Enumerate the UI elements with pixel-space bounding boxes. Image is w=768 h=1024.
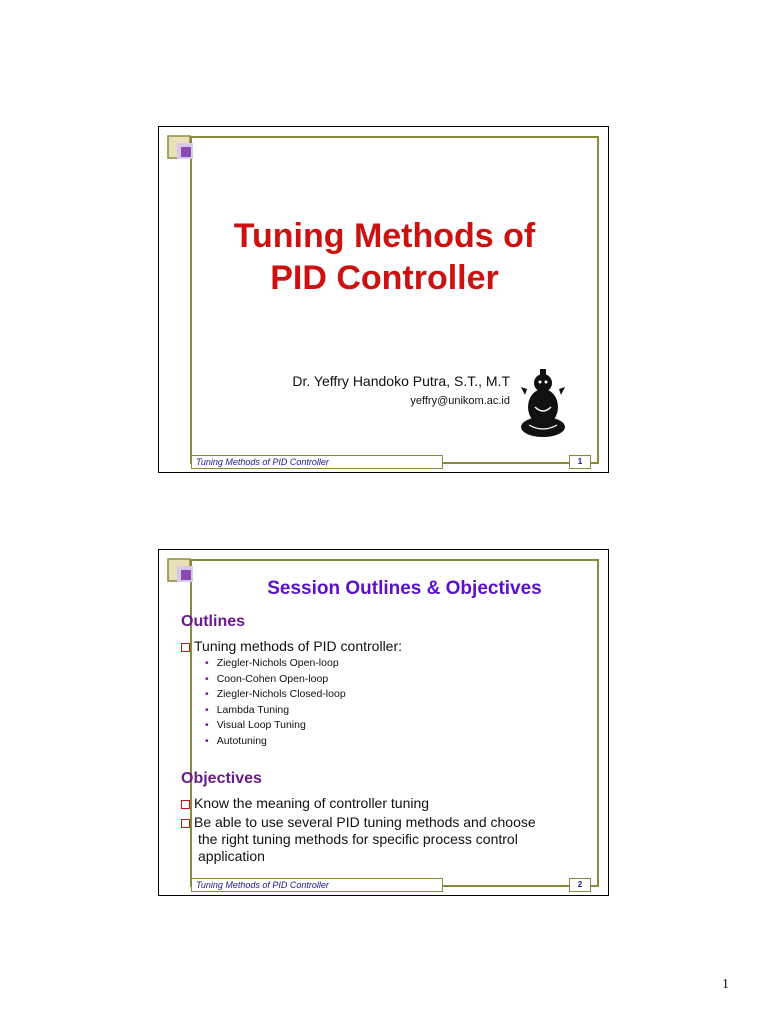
frame-line xyxy=(597,559,599,886)
page-number: 1 xyxy=(722,977,729,992)
slide-1 xyxy=(158,126,609,473)
outline-item-text: Tuning methods of PID controller: xyxy=(194,638,403,654)
outlines-heading: Outlines xyxy=(181,613,246,630)
frame-line xyxy=(597,136,599,463)
method-text: Lambda Tuning xyxy=(216,704,290,716)
list-item xyxy=(205,673,328,685)
slide-2 xyxy=(158,549,609,896)
list-item xyxy=(205,688,346,700)
objective-text: Know the meaning of controller tuning xyxy=(194,795,430,811)
checkbox-bullet-icon xyxy=(181,819,190,828)
title-line-2: PID Controller xyxy=(270,259,499,297)
title-line-1: Tuning Methods of xyxy=(233,217,536,255)
frame-line xyxy=(190,559,599,561)
footer-title: Tuning Methods of PID Controller xyxy=(191,878,443,892)
frame-line xyxy=(190,136,599,138)
author-name: Dr. Yeffry Handoko Putra, S.T., M.T xyxy=(292,373,510,389)
method-text: Ziegler-Nichols Closed-loop xyxy=(216,688,346,700)
bullet-icon: • xyxy=(205,735,209,747)
objective-item xyxy=(181,814,536,865)
method-text: Visual Loop Tuning xyxy=(216,719,306,731)
list-item xyxy=(205,735,267,747)
bullet-icon: • xyxy=(205,657,209,669)
objective-text: the right tuning methods for specific process control xyxy=(198,831,518,847)
checkbox-bullet-icon xyxy=(181,643,190,652)
list-item xyxy=(205,657,339,669)
objective-text: application xyxy=(198,848,265,864)
slide-title xyxy=(159,215,610,299)
bullet-icon: • xyxy=(205,719,209,731)
author-email: yeffry@unikom.ac.id xyxy=(410,395,510,407)
outline-item xyxy=(181,638,402,655)
objective-text: Be able to use several PID tuning methods and choose xyxy=(194,814,536,830)
checkbox-bullet-icon xyxy=(181,800,190,809)
slide-number: 2 xyxy=(569,878,591,892)
slide-number: 1 xyxy=(569,455,591,469)
list-item xyxy=(205,719,306,731)
bullet-icon: • xyxy=(205,688,209,700)
bullet-icon: • xyxy=(205,704,209,716)
frame-line xyxy=(190,136,192,463)
slide-title: Session Outlines & Objectives xyxy=(267,578,542,599)
slide-logo-icon xyxy=(166,134,198,164)
objectives-heading: Objectives xyxy=(181,770,262,787)
method-text: Coon-Cohen Open-loop xyxy=(216,673,329,685)
objective-item xyxy=(181,795,429,812)
university-seal-icon xyxy=(519,367,567,439)
method-text: Ziegler-Nichols Open-loop xyxy=(216,657,339,669)
method-text: Autotuning xyxy=(216,735,267,747)
list-item xyxy=(205,704,289,716)
footer-title: Tuning Methods of PID Controller xyxy=(191,455,443,469)
bullet-icon: • xyxy=(205,673,209,685)
